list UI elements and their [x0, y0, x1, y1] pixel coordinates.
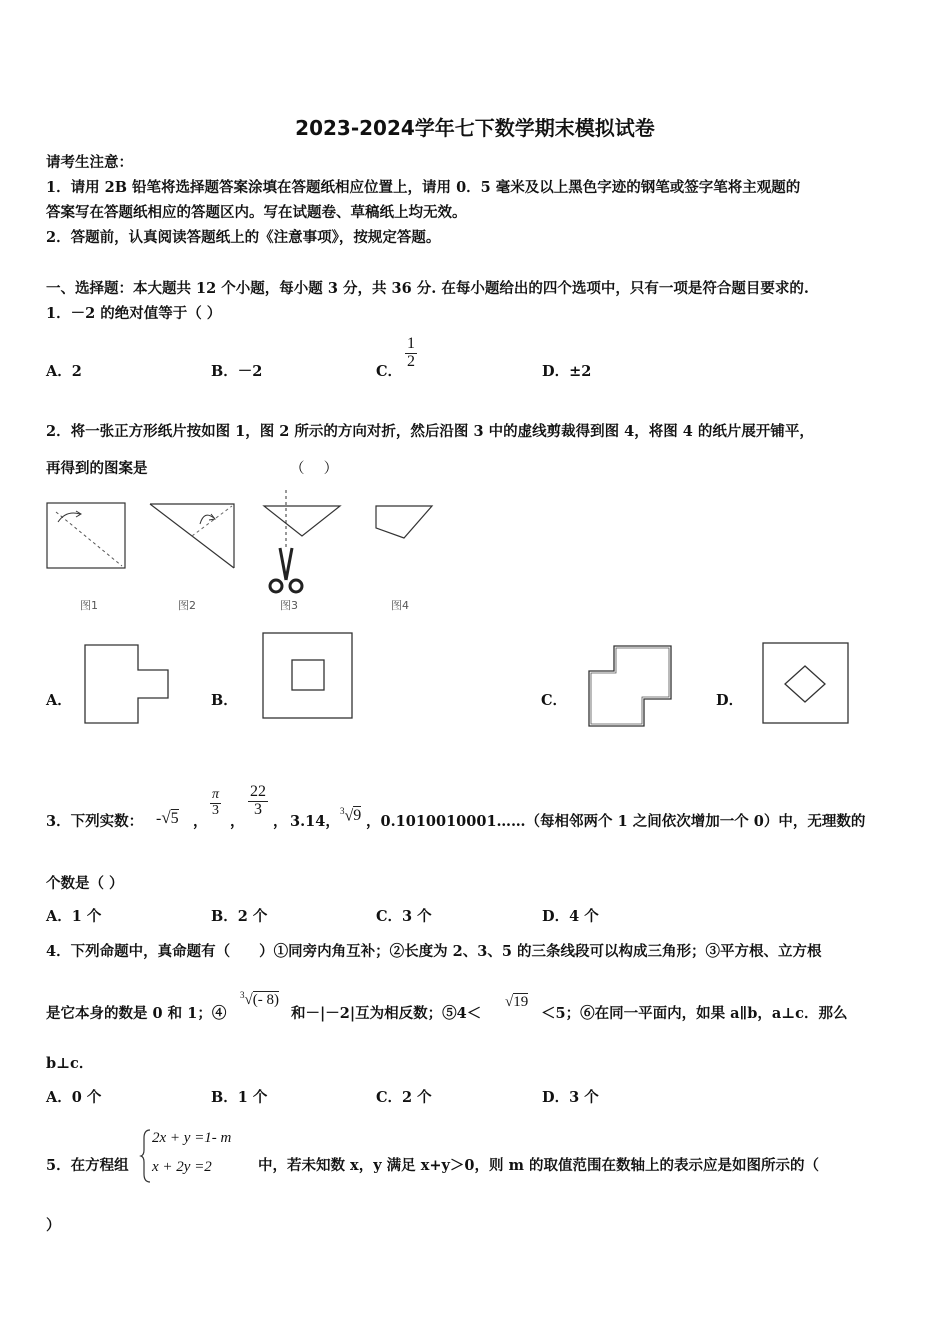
q3-line-2: 个数是（ ）: [46, 875, 124, 892]
q5-equation-1: 2x + y =1- m: [152, 1130, 232, 1146]
q1-c-denominator: 2: [407, 352, 415, 370]
q3-pi-numerator: π: [212, 787, 220, 802]
q4-sqrt19-value: 19: [513, 994, 529, 1010]
q3-option-d[interactable]: D．4 个: [542, 908, 599, 925]
figure-2: [148, 502, 236, 572]
q4-option-b[interactable]: B．1 个: [211, 1089, 268, 1106]
section-heading: 一、选择题：本大题共 12 个小题，每小题 3 分，共 36 分. 在每小题给出的四个选项中，只有一项是符合题目要求的.: [46, 280, 809, 297]
q2-option-b-shape[interactable]: [262, 632, 354, 720]
notice-line-1b: 答案写在答题纸相应的答题区内。写在试题卷、草稿纸上均无效。: [46, 204, 467, 221]
q4-line-2c: ＜5；⑥在同一平面内，如果 a∥b，a⊥c．那么: [541, 1005, 848, 1022]
q3-cbrt-value: 9: [353, 807, 362, 825]
q4-option-c[interactable]: C．2 个: [376, 1089, 432, 1106]
q3-prefix: 3．下列实数：: [46, 813, 144, 830]
q4-line-2b: 和－|－2|互为相反数；⑤4＜: [291, 1005, 482, 1022]
q3-pi-fraction: [210, 788, 221, 818]
q1-option-c-fraction: [405, 336, 417, 371]
page-title: 2023-2024学年七下数学期末模拟试卷: [295, 116, 655, 140]
q4-line-2a: 是它本身的数是 0 和 1；④: [46, 1005, 227, 1022]
q4-stem: 4．下列命题中，真命题有（ ）①同旁内角互补；②长度为 2、3、5 的三条线段可以构成三角形；③平方根、立方根: [46, 943, 822, 960]
q4-line-3: b⊥c．: [46, 1055, 94, 1072]
figure-2-label: 图2: [178, 599, 196, 612]
figure-1-label: 图1: [80, 599, 98, 612]
scissors-icon: [270, 548, 302, 592]
q3-sqrt5-value: 5: [170, 810, 179, 827]
q2-stem: 2．将一张正方形纸片按如图 1，图 2 所示的方向对折，然后沿图 3 中的虚线剪裁得到图 4，将图 4 的纸片展开铺平，: [46, 423, 814, 440]
q5-close-paren: ）: [46, 1217, 61, 1234]
q1-c-numerator: 1: [407, 335, 415, 352]
q3-3-denominator: 3: [254, 800, 262, 818]
q3-option-b[interactable]: B．2 个: [211, 908, 268, 925]
q2-paren: （ ）: [290, 461, 339, 477]
figure-1: [46, 502, 128, 572]
q4-sqrt19: √19: [505, 994, 529, 1010]
q5-equation-2: x + 2y =2: [152, 1159, 212, 1175]
q3-cbrt9: $^3$√9: [340, 806, 362, 825]
q2-option-c[interactable]: C．: [541, 692, 568, 709]
q4-cbrt-index: 3: [240, 990, 245, 1000]
q2-option-d-shape[interactable]: [762, 642, 850, 726]
notice-heading: 请考生注意：: [46, 154, 133, 171]
q2-option-a[interactable]: A．: [46, 692, 72, 709]
q3-3-14: 3.14，: [290, 813, 340, 830]
figure-4-label: 图4: [391, 599, 409, 612]
q1-option-c-label: C．: [376, 363, 403, 380]
q3-rest: ，0.1010010001……（每相邻两个 1 之间依次增加一个 0）中，无理数的: [366, 813, 866, 830]
q5-suffix: 中，若未知数 x，y 满足 x+y＞0，则 m 的取值范围在数轴上的表示应是如图所示的（: [258, 1157, 819, 1174]
q1-option-b[interactable]: B．－2: [211, 363, 263, 380]
q2-option-d[interactable]: D．: [716, 692, 744, 709]
q3-comma-3: ，: [273, 813, 288, 830]
figure-3: [262, 490, 344, 598]
q4-cbrt-value: (- 8): [252, 992, 279, 1008]
q5-prefix: 5．在方程组: [46, 1157, 129, 1174]
q3-pi-denominator: 3: [212, 802, 219, 818]
q3-cbrt-index: 3: [340, 806, 345, 816]
q2-stem-2: 再得到的图案是: [46, 460, 148, 477]
q1-option-c[interactable]: [376, 360, 402, 381]
q3-22-numerator: 22: [250, 783, 266, 800]
notice-line-1: 1．请用 2B 铅笔将选择题答案涂填在答题纸相应位置上，请用 0．5 毫米及以上黑色字迹的钢笔或签字笔将主观题的: [46, 179, 801, 196]
q4-cbrt-neg8: $^3$√(- 8): [240, 990, 279, 1008]
notice-line-2: 2．答题前，认真阅读答题纸上的《注意事项》，按规定答题。: [46, 229, 441, 246]
q3-neg-sqrt5: -√5: [156, 808, 179, 827]
q3-neg-sign: -: [156, 810, 162, 827]
q3-option-a[interactable]: A．1 个: [46, 908, 102, 925]
q3-comma-1: ，: [193, 813, 208, 830]
q2-option-b[interactable]: B．: [211, 692, 238, 709]
q4-option-d[interactable]: D．3 个: [542, 1089, 599, 1106]
q3-22-3-fraction: [248, 784, 268, 819]
figure-3-label: 图3: [280, 599, 298, 612]
q1-stem: 1．－2 的绝对值等于（ ）: [46, 305, 222, 322]
q1-option-a[interactable]: A．2: [46, 363, 82, 380]
q1-option-d[interactable]: D．±2: [542, 363, 592, 380]
q5-brace: [140, 1128, 152, 1184]
figure-4: [374, 504, 436, 542]
q3-option-c[interactable]: C．3 个: [376, 908, 432, 925]
q2-option-a-shape[interactable]: [84, 644, 172, 726]
q4-option-a[interactable]: A．0 个: [46, 1089, 102, 1106]
q3-comma-2: ，: [230, 813, 245, 830]
q2-option-c-shape[interactable]: [588, 645, 674, 729]
